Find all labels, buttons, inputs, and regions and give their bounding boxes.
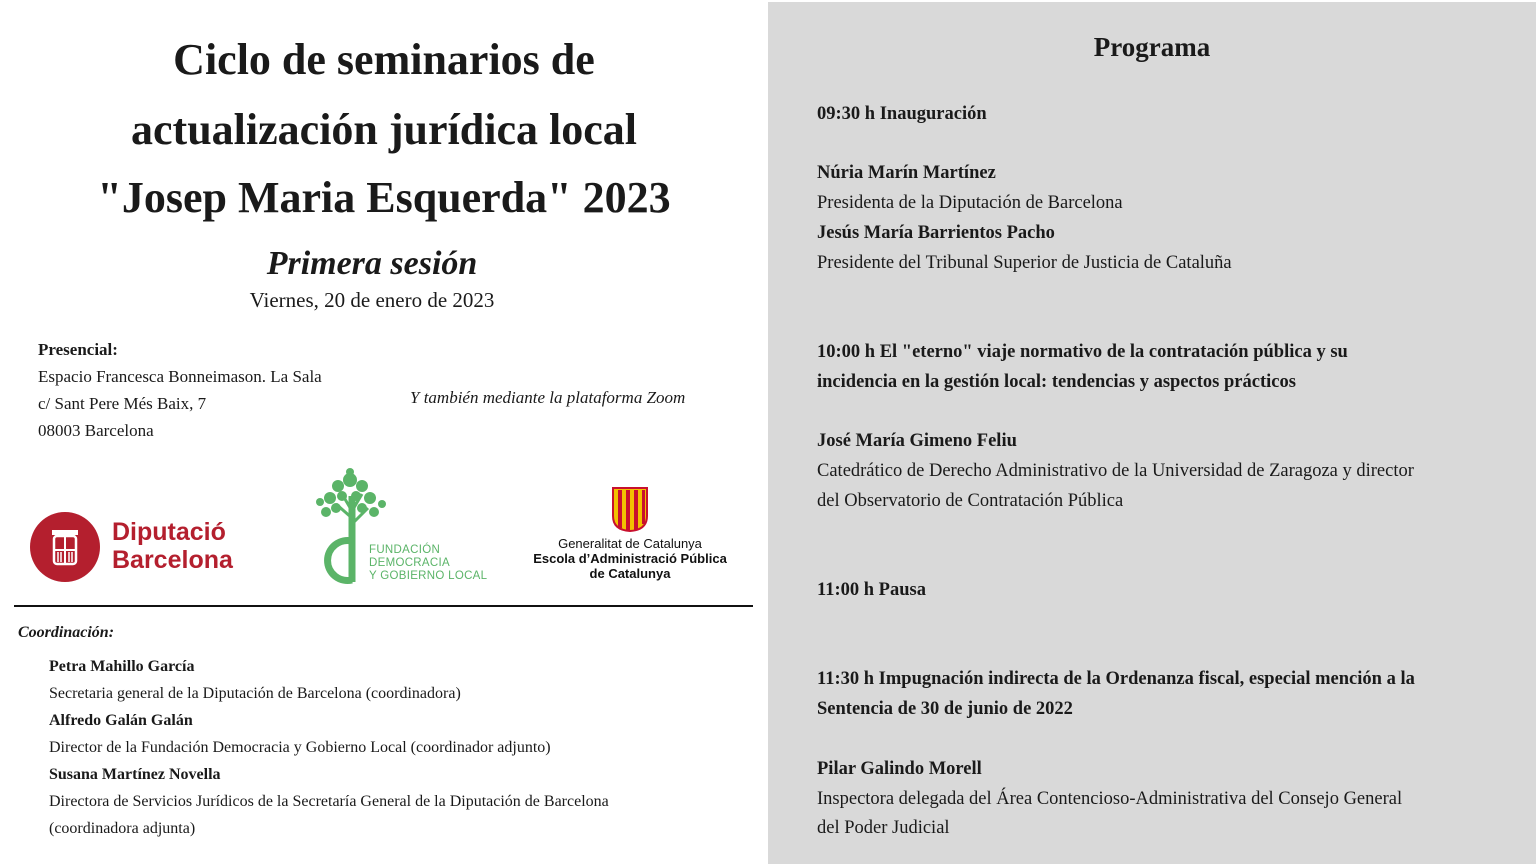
coordination-list xyxy=(49,653,609,842)
coordinator-name: Petra Mahillo García xyxy=(49,658,195,675)
speaker-role: Presidente del Tribunal Superior de Justicia de Cataluña xyxy=(817,253,1232,273)
program-item-pause: 11:00 h Pausa xyxy=(817,580,926,600)
fundacion-line-2: DEMOCRACIA xyxy=(369,557,450,569)
program-item-talk-2-cont: Sentencia de 30 de junio de 2022 xyxy=(817,699,1073,719)
title-line-2: actualización jurídica local xyxy=(131,105,637,154)
program-item-inauguration: 09:30 h Inauguración xyxy=(817,104,987,124)
coordinator-role: (coordinadora adjunta) xyxy=(49,820,196,837)
title-line-1: Ciclo de seminarios de xyxy=(173,35,595,84)
diputacio-line-1: Diputació xyxy=(112,518,226,546)
speaker-role: Presidenta de la Diputación de Barcelona xyxy=(817,193,1123,213)
diputacio-wordmark xyxy=(112,518,233,574)
fundacion-wordmark xyxy=(369,544,487,583)
venue-line: Espacio Francesca Bonneimason. La Sala xyxy=(38,367,322,386)
speaker-name: Pilar Galindo Morell xyxy=(817,759,982,779)
online-note: Y también mediante la plataforma Zoom xyxy=(410,388,686,407)
program-item-talk-2: 11:30 h Impugnación indirecta de la Ordenanza fiscal, especial mención a la xyxy=(817,669,1415,689)
generalitat-line-2: Escola d’Administració Pública xyxy=(533,551,727,566)
generalitat-line-3: de Catalunya xyxy=(589,566,671,581)
venue-label: Presencial: xyxy=(38,340,118,359)
diputacio-emblem-icon xyxy=(30,512,100,582)
fundacion-line-3: Y GOBIERNO LOCAL xyxy=(369,570,488,582)
program-item-talk-1-cont: incidencia en la gestión local: tendencias y aspectos prácticos xyxy=(817,372,1296,392)
senyera-shield-icon xyxy=(611,486,649,532)
fundacion-logo xyxy=(312,466,502,586)
venue-block xyxy=(38,336,322,444)
coordinator-role: Directora de Servicios Jurídicos de la Secretaría General de la Diputación de Barcelona xyxy=(49,793,609,810)
title-line-3: "Josep Maria Esquerda" 2023 xyxy=(97,173,671,222)
session-title: Primera sesión xyxy=(266,245,478,282)
coordinator-name: Alfredo Galán Galán xyxy=(49,712,193,729)
program-title: Programa xyxy=(1093,32,1211,62)
venue-line: 08003 Barcelona xyxy=(38,421,154,440)
program-panel xyxy=(768,2,1536,864)
speaker-name: Jesús María Barrientos Pacho xyxy=(817,223,1055,243)
speaker-role-cont: del Observatorio de Contratación Pública xyxy=(817,491,1124,511)
section-divider xyxy=(14,605,753,607)
generalitat-line-1: Generalitat de Catalunya xyxy=(558,536,702,551)
generalitat-logo xyxy=(518,486,742,586)
fundacion-line-1: FUNDACIÓN xyxy=(369,544,441,556)
coordinator-name: Susana Martínez Novella xyxy=(49,766,221,783)
diputacio-line-2: Barcelona xyxy=(112,546,233,574)
coordinator-role: Secretaria general de la Diputación de Barcelona (coordinadora) xyxy=(49,685,461,702)
speaker-role: Catedrático de Derecho Administrativo de la Universidad de Zaragoza y director xyxy=(817,461,1414,481)
speaker-role-cont: del Poder Judicial xyxy=(817,818,950,838)
speaker-name: José María Gimeno Feliu xyxy=(817,431,1017,451)
coordinator-role: Director de la Fundación Democracia y Gobierno Local (coordinador adjunto) xyxy=(49,739,551,756)
diputacio-logo xyxy=(30,510,270,582)
program-item-talk-1: 10:00 h El "eterno" viaje normativo de la contratación pública y su xyxy=(817,342,1348,362)
speaker-name: Núria Marín Martínez xyxy=(817,163,996,183)
venue-line: c/ Sant Pere Més Baix, 7 xyxy=(38,394,207,413)
session-date: Viernes, 20 de enero de 2023 xyxy=(249,288,495,312)
speaker-role: Inspectora delegada del Área Contencioso-Administrativa del Consejo General xyxy=(817,789,1403,809)
coordination-label: Coordinación: xyxy=(18,624,115,641)
